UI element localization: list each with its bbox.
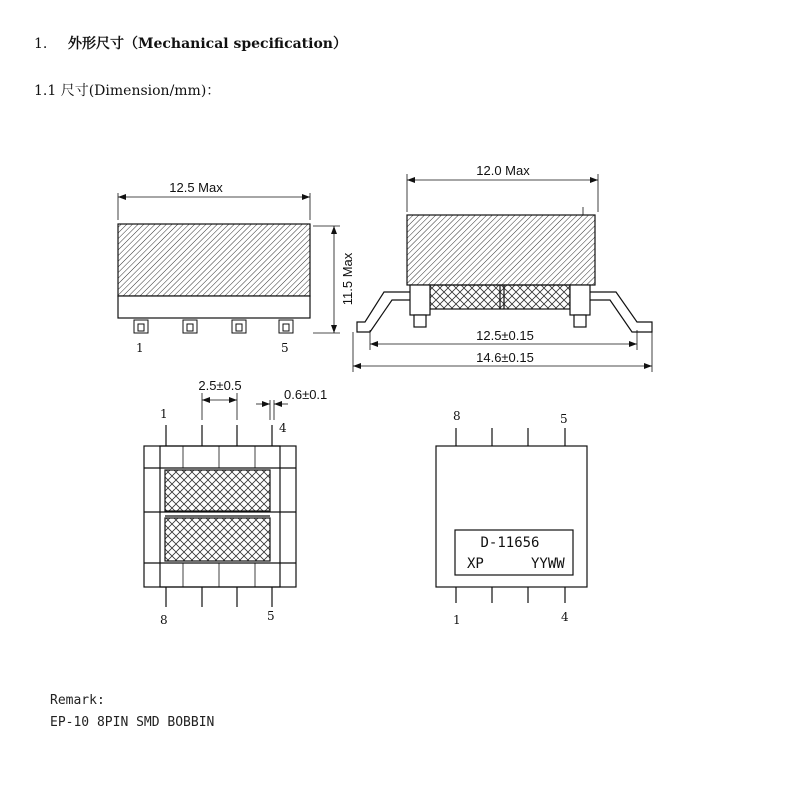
front-pin-1-label: 1 (136, 341, 144, 355)
pin-pitch-label: 2.5±0.5 (198, 378, 242, 393)
front-pin-5-label: 5 (281, 341, 289, 355)
side-pitch-label: 12.5±0.15 (476, 328, 534, 343)
top-pins-lower (456, 587, 565, 603)
bottom-pins-bottom (166, 587, 272, 607)
bottom-winding-lower (165, 518, 270, 561)
side-top-label: 12.0 Max (476, 163, 530, 178)
top-pin-4-label: 4 (561, 610, 569, 624)
bottom-pin-8-label: 8 (160, 613, 168, 627)
front-view (118, 193, 340, 333)
top-pin-1-label: 1 (453, 613, 461, 627)
side-left-lead (357, 292, 410, 332)
side-core (407, 215, 595, 285)
bottom-pin-5-label: 5 (267, 609, 275, 623)
front-height-label: 11.5 Max (340, 252, 355, 306)
bottom-pins-top (166, 425, 272, 446)
top-pin-8-label: 8 (453, 409, 461, 423)
front-pads (134, 320, 293, 333)
remark-label: Remark: (50, 693, 105, 708)
section-number: 1. (34, 36, 48, 52)
section-title: 外形尺寸（Mechanical specification） (68, 36, 347, 52)
bottom-pin-4-label: 4 (279, 421, 287, 435)
bottom-view (144, 393, 296, 607)
maker-code-marking: XP (467, 556, 484, 572)
top-pin-5-label: 5 (560, 412, 568, 426)
top-view (436, 428, 587, 603)
front-width-label: 12.5 Max (169, 180, 223, 195)
date-code-marking: YYWW (531, 556, 565, 572)
remark-block (50, 690, 214, 734)
subsection-heading: 1.1 尺寸(Dimension/mm)： (34, 83, 221, 99)
bottom-pin-1-label: 1 (160, 407, 168, 421)
bottom-winding-upper (165, 470, 270, 511)
pin-width-label: 0.6±0.1 (284, 387, 328, 402)
part-number-marking: D-11656 (480, 535, 540, 551)
front-core-winding (118, 224, 310, 296)
remark-text: EP-10 8PIN SMD BOBBIN (50, 715, 215, 730)
top-pins-upper (456, 428, 565, 446)
side-right-lead (590, 292, 652, 332)
side-overall-label: 14.6±0.15 (476, 350, 534, 365)
